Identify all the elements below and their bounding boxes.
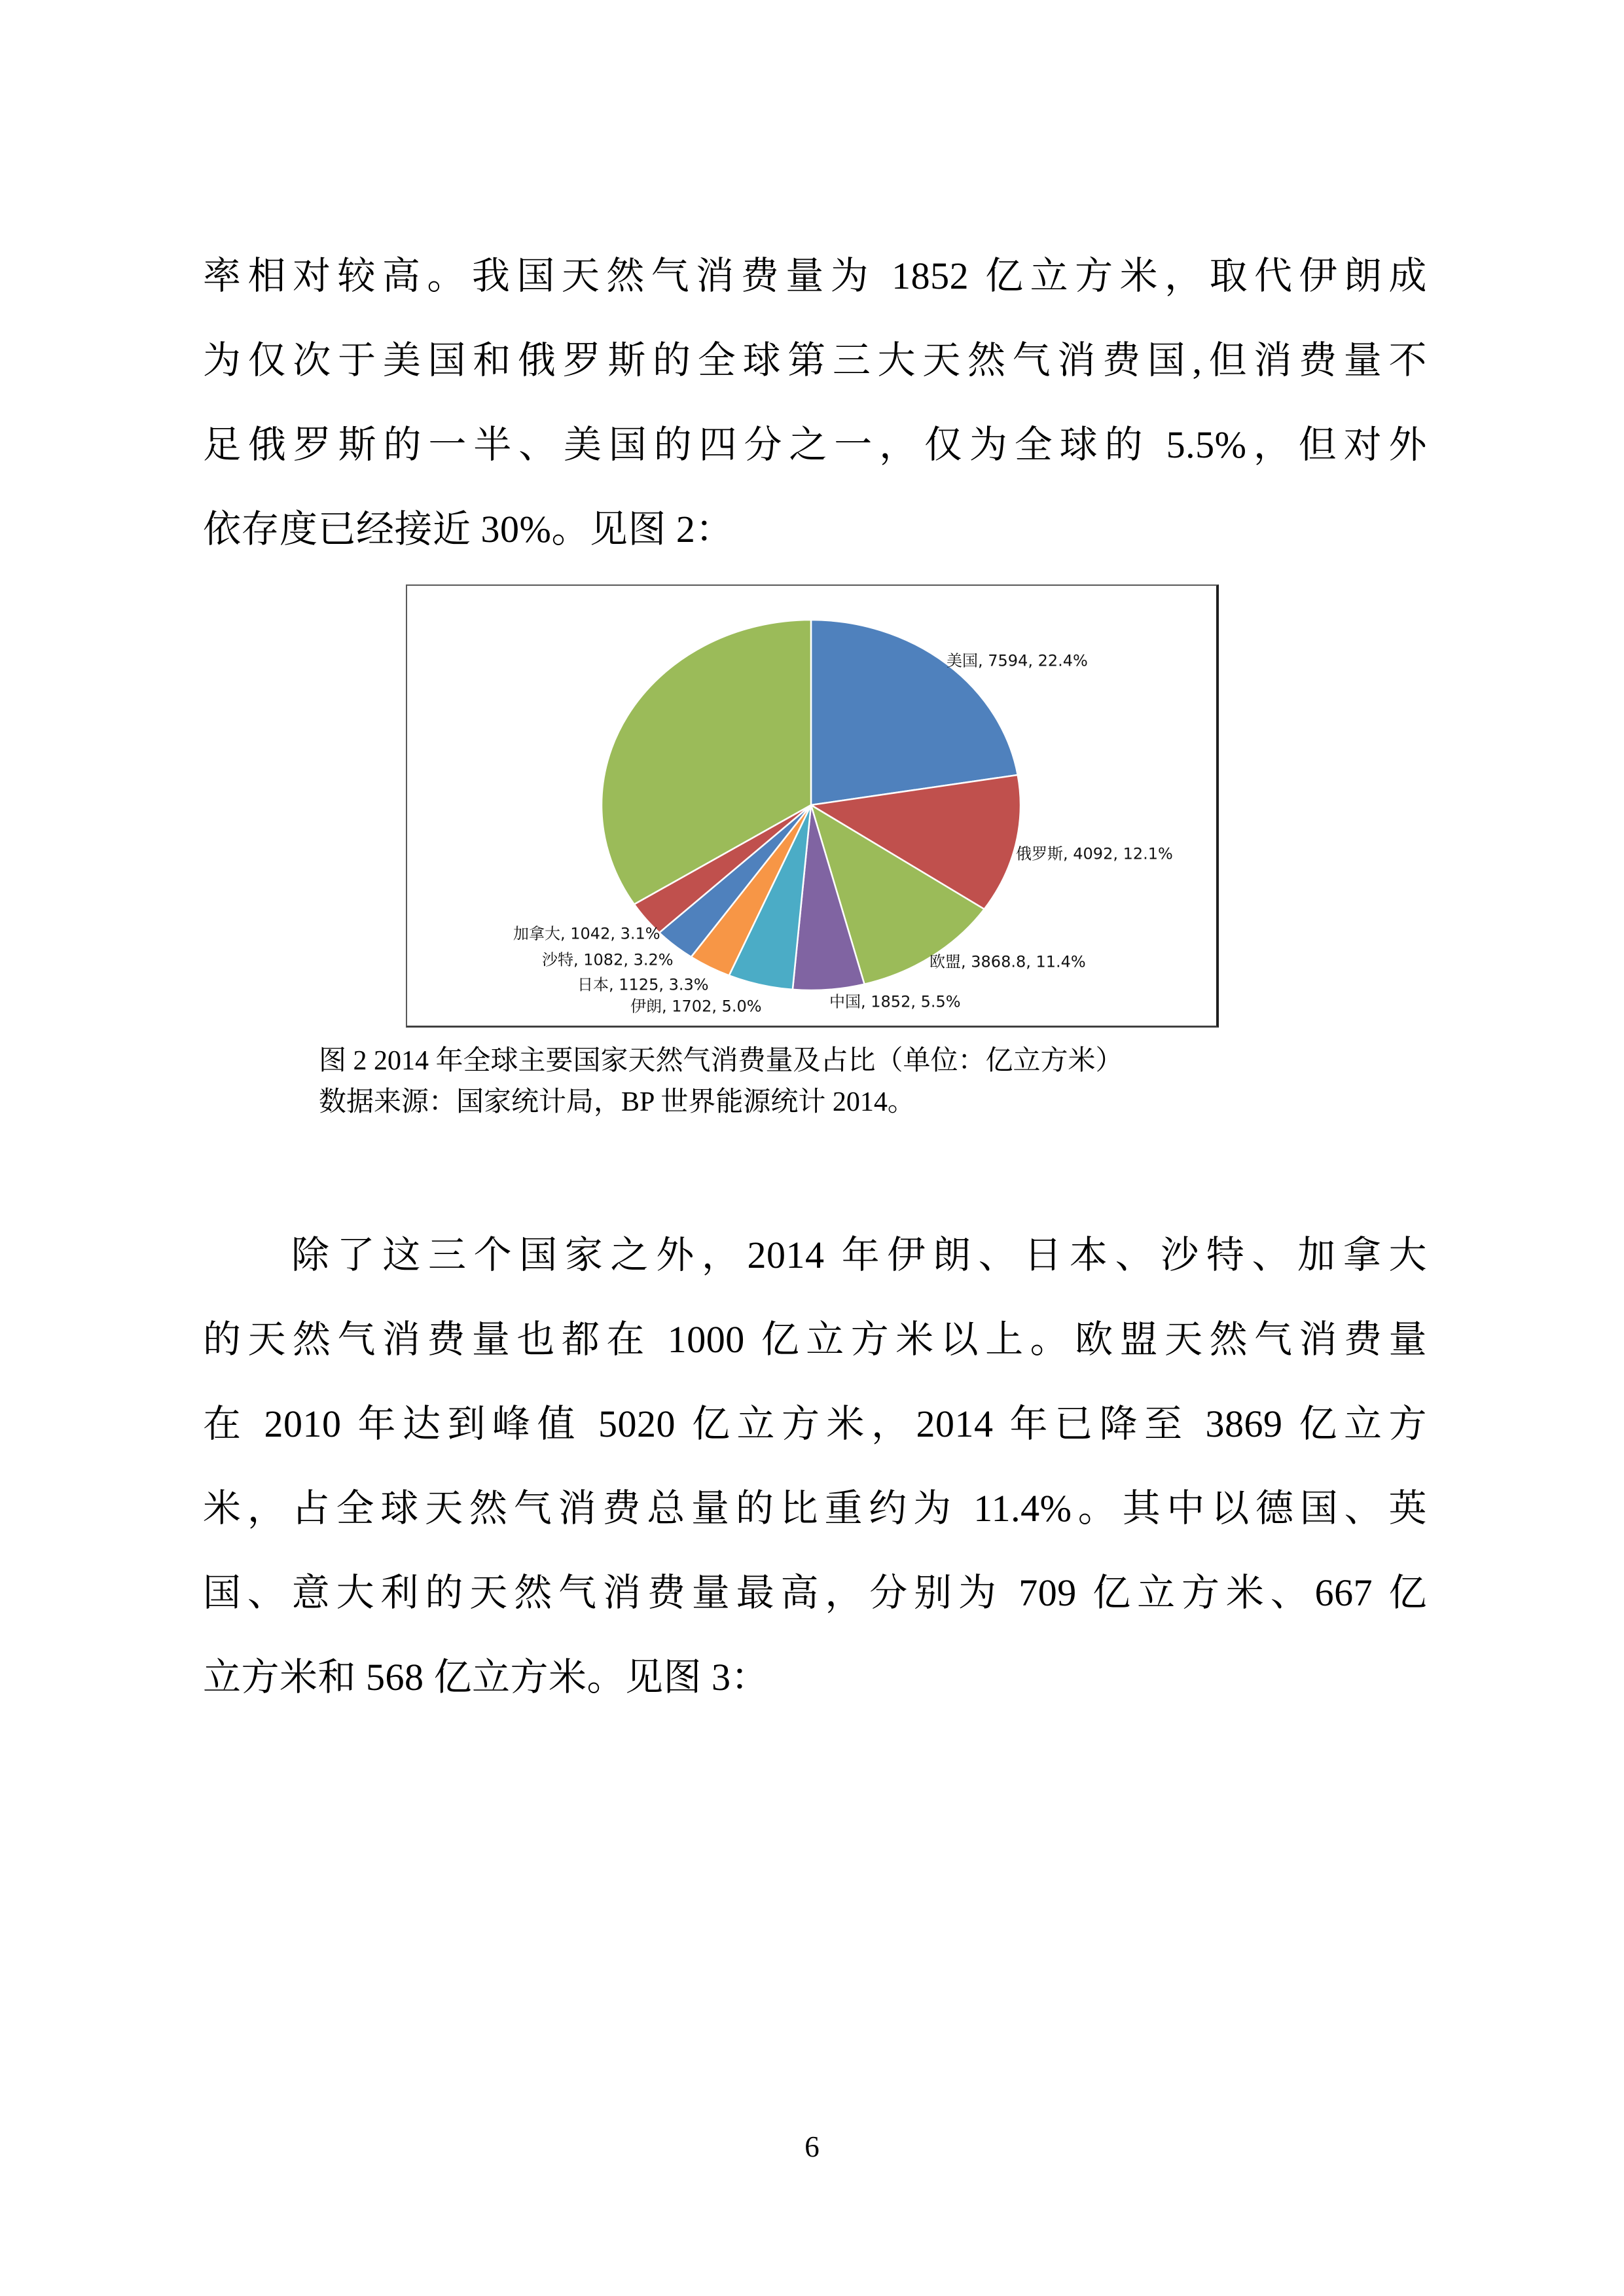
pie-label-saudi: 沙特, 1082, 3.2% xyxy=(542,950,674,969)
pie-chart-figure-2 xyxy=(406,584,1219,1028)
figure-caption xyxy=(319,1041,1432,1123)
pie-label-china: 中国, 1852, 5.5% xyxy=(829,992,961,1011)
body-text-line: 立方米和 568 亿立方米。见图 3： xyxy=(203,1656,770,1698)
figure-caption-source: 数据来源：国家统计局，BP 世界能源统计 2014。 xyxy=(319,1087,915,1117)
pie-label-us: 美国, 7594, 22.4% xyxy=(947,651,1088,670)
pie-label-russia: 俄罗斯, 4092, 12.1% xyxy=(1016,844,1173,863)
pie-label-japan: 日本, 1125, 3.3% xyxy=(577,975,709,994)
paragraph-2 xyxy=(203,1213,1427,1719)
body-text-line: 足俄罗斯的一半、美国的四分之一，仅为全球的 5.5%，但对外 xyxy=(203,423,1427,466)
paragraph-1 xyxy=(203,234,1427,571)
body-text-line: 率相对较高。我国天然气消费量为 1852 亿立方米，取代伊朗成 xyxy=(203,255,1427,297)
body-text-line: 米，占全球天然气消费总量的比重约为 11.4%。其中以德国、英 xyxy=(203,1487,1427,1530)
figure-caption-title: 图 2 2014 年全球主要国家天然气消费量及占比（单位：亿立方米） xyxy=(319,1046,1123,1076)
body-text-line: 除了这三个国家之外，2014 年伊朗、日本、沙特、加拿大 xyxy=(291,1234,1427,1276)
pie-label-canada: 加拿大, 1042, 3.1% xyxy=(513,924,660,943)
body-text-line: 国、意大利的天然气消费量最高，分别为 709 亿立方米、667 亿 xyxy=(203,1571,1427,1614)
body-text-line: 为仅次于美国和俄罗斯的全球第三大天然气消费国,但消费量不 xyxy=(203,339,1427,382)
body-text-line: 在 2010 年达到峰值 5020 亿立方米，2014 年已降至 3869 亿立方 xyxy=(203,1403,1427,1445)
body-text-line: 依存度已经接近 30%。见图 2： xyxy=(203,508,734,550)
pie-chart-canvas xyxy=(407,586,1216,1026)
pie-label-iran: 伊朗, 1702, 5.0% xyxy=(630,997,762,1016)
body-text-line: 的天然气消费量也都在 1000 亿立方米以上。欧盟天然气消费量 xyxy=(203,1318,1427,1361)
pie-label-eu: 欧盟, 3868.8, 11.4% xyxy=(929,952,1086,971)
page-number: 6 xyxy=(804,2130,820,2163)
